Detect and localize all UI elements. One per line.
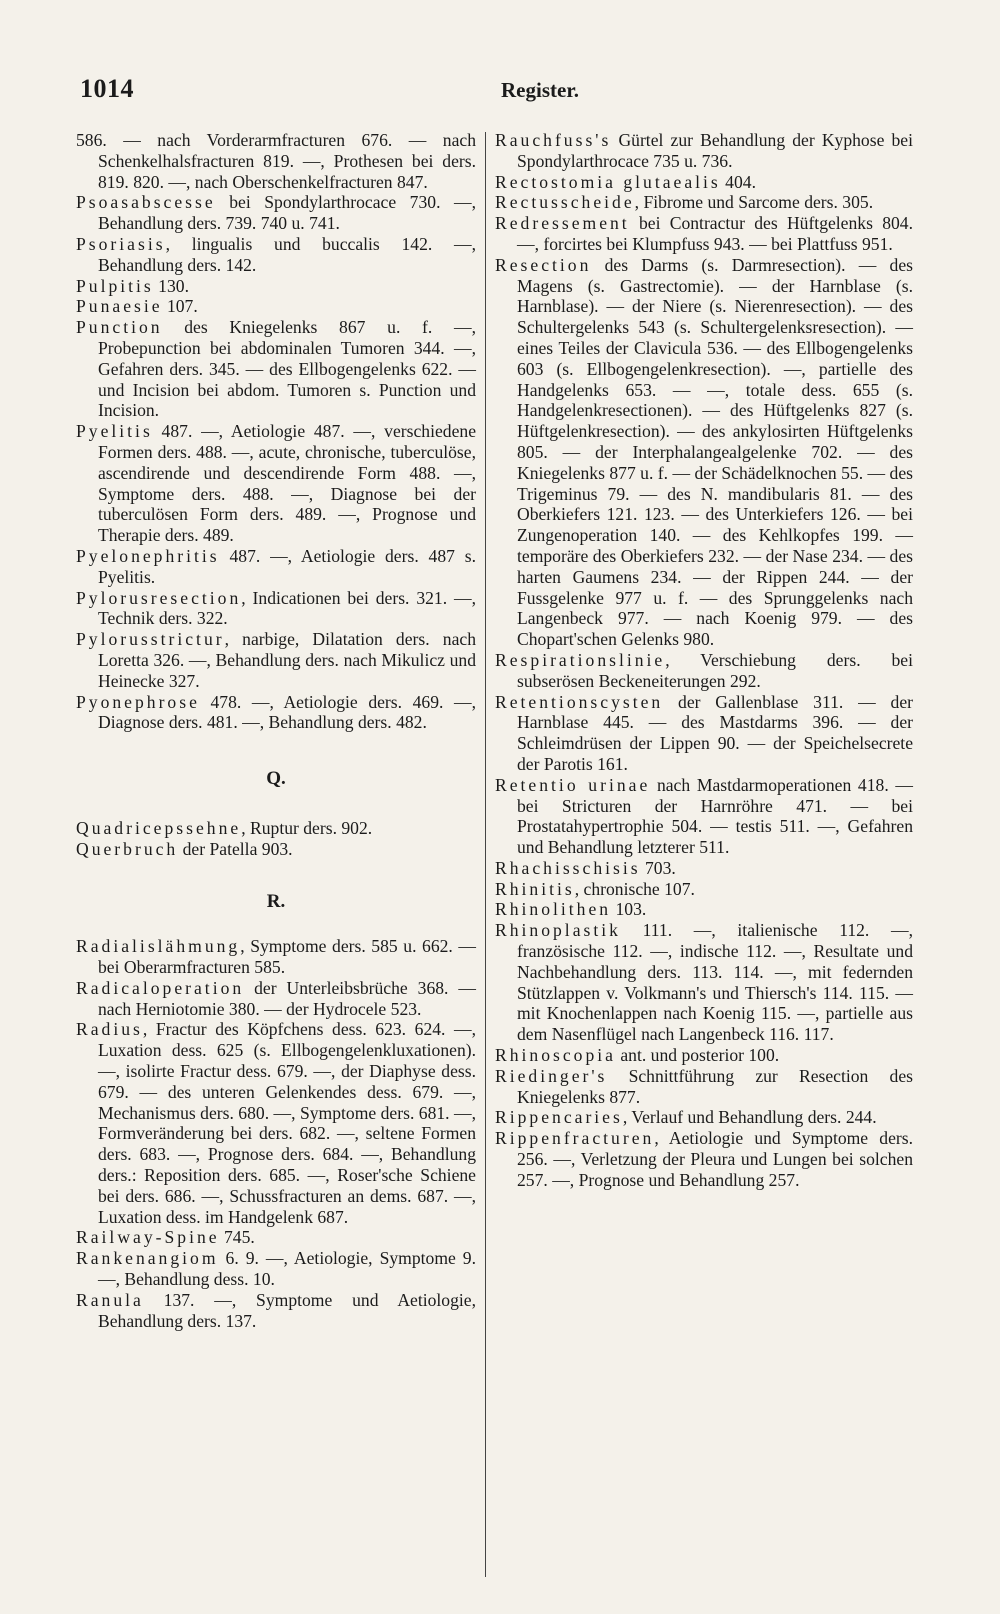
entry-headword: Psoasabscesse xyxy=(76,192,216,213)
entry-text: , Indicationen bei ders. 321. —, Technik ders. 322. xyxy=(98,587,476,629)
entry-headword: Radius xyxy=(76,1019,143,1040)
entry-text: 107. xyxy=(162,296,198,317)
entry-headword: Rippencaries xyxy=(495,1107,623,1128)
index-entry xyxy=(495,213,913,255)
entry-text: des Kniegelenks 867 u. f. —, Probepunction bei abdominalen Tumoren 344. —, Gefahren ders. 345. — des Ellbogengelenks 622. — und Incision bei abdom. Tumoren s. Punction und Incision. xyxy=(98,317,476,421)
entry-headword: Rhinoplastik xyxy=(495,920,621,941)
index-entry xyxy=(495,692,913,775)
entry-headword: Punaesie xyxy=(76,296,163,317)
entry-text: 703. xyxy=(640,857,676,878)
entry-text: 487. —, Aetiologie 487. —, verschiedene Formen ders. 488. —, acute, chronische, tuberculöse, ascendirende und descendirende Form 488. —, Symptome ders. 488. —, Diagnose bei der tuberculösen Form ders. 489. —, Prognose und Therapie ders. 489. xyxy=(98,421,476,546)
entry-headword: Resection xyxy=(495,254,592,275)
index-entry xyxy=(495,130,913,172)
index-entry xyxy=(495,1128,913,1190)
index-entry xyxy=(76,978,476,1020)
entry-headword: Psoriasis xyxy=(76,233,166,254)
entry-headword: Pylorusresection xyxy=(76,587,242,608)
index-entry xyxy=(76,1019,476,1227)
entry-headword: Riedinger's xyxy=(495,1065,608,1086)
section-letter-r: R. xyxy=(266,890,286,912)
entry-list-r xyxy=(76,936,476,1331)
entry-text: 103. xyxy=(611,899,647,920)
index-entry xyxy=(76,839,476,860)
page-header xyxy=(70,70,930,110)
index-entry xyxy=(495,1066,913,1108)
entry-text: , Ruptur ders. 902. xyxy=(241,817,373,838)
index-entry xyxy=(495,1107,913,1128)
entry-text: Schnittführung zur Resection des Kniegelenks 877. xyxy=(517,1065,913,1107)
entry-text: Gürtel zur Behandlung der Kyphose bei Spondylarthrocace 735 u. 736. xyxy=(517,130,913,171)
entry-text: des Darms (s. Darmresection). — des Magens (s. Gastrectomie). — der Harnblase (s. Harnblase). — der Niere (s. Nierenresection). — des Schultergelenks 543 (s. Schultergelenksresection). — eines Teiles der Clavicula 536. — des Ellbogengelenks 603 (s. Ellbogengelenkresection). —, partielle des Handgelenks 653. — —, totale dess. 655 (s. Handgelenkresectionen). — des Hüftgelenks 827 (s. Hüftgelenkresection). — des ankylosirten Hüftgelenks 805. — der Interphalangealgelenke 702. — des Kniegelenks 877 u. f. — der Schädelknochen 55. — des Trigeminus 79. — des N. mandibularis 81. — des Oberkiefers 121. 123. — des Unterkiefers 126. — bei Zungenoperation 140. — des Kehlkopfes 199. — temporäre des Oberkiefers 232. — der Nase 234. — des harten Gaumens 234. — der Rippen 244. — der Fussgelenke 977 u. f. — des Sprunggelenks nach Langenbeck 977. — nach Koenig 979. — des Chopart'schen Gelenks 980. xyxy=(517,254,913,650)
entry-text: , Symptome ders. 585 u. 662. — bei Oberarmfracturen 585. xyxy=(98,936,476,978)
entry-headword: Rhinoscopia xyxy=(495,1045,616,1066)
entry-headword: Rectusscheide xyxy=(495,192,635,213)
entry-text: nach Mastdarmoperationen 418. — bei Stricturen der Harnröhre 471. — bei Prostatahypertrophie 504. — testis 511. —, Gefahren und Behandlung letzterer 511. xyxy=(517,774,913,858)
entry-text: 478. —, Aetiologie ders. 469. —, Diagnose ders. 481. —, Behandlung ders. 482. xyxy=(98,691,476,733)
entry-text: 487. —, Aetiologie ders. 487 s. Pyelitis. xyxy=(98,545,476,587)
entry-text: , Aetiologie und Symptome ders. 256. —, Verletzung der Pleura und Lungen bei solchen 257. —, Prognose und Behandlung 257. xyxy=(517,1128,913,1190)
entry-text: 130. xyxy=(153,275,189,296)
entry-headword: Rippenfracturen xyxy=(495,1128,655,1149)
entry-headword: Rectostomia glutaealis xyxy=(495,171,721,192)
entry-text: , Fractur des Köpfchens dess. 623. 624. —, Luxation dess. 625 (s. Ellbogengelenkluxationen). —, isolirte Fractur dess. 679. —, der Diaphyse dess. 679. — des unteren Gelenkendes dess. 679. —, Mechanismus ders. 680. —, Symptome ders. 681. —, Formveränderung bei ders. 682. —, seltene Formen ders. 683. —, Prognose ders. 684. —, Behandlung ders.: Reposition ders. 685. —, Roser'sche Schiene bei ders. 686. —, Schussfracturen an dems. 687. —, Luxation dess. im Handgelenk 687. xyxy=(98,1019,476,1227)
index-entry xyxy=(76,276,476,297)
index-entry xyxy=(495,879,913,900)
entry-text: , narbige, Dilatation ders. nach Loretta 326. —, Behandlung ders. nach Mikulicz und Heinecke 327. xyxy=(98,629,476,691)
index-entry xyxy=(495,858,913,879)
entry-text: 586. — nach Vorderarmfracturen 676. — nach Schenkelhalsfracturen 819. —, Prothesen bei ders. 819. 820. —, nach Oberschenkelfracturen 847. xyxy=(76,130,476,192)
entry-headword: Quadricepssehne xyxy=(76,817,242,838)
entry-headword: Respirationslinie xyxy=(495,649,666,670)
column-divider xyxy=(485,132,486,1577)
entry-headword: Retentio urinae xyxy=(495,774,651,795)
entry-headword: Rhachisschisis xyxy=(495,857,641,878)
entry-headword: Pulpitis xyxy=(76,275,154,296)
entry-list xyxy=(76,130,476,733)
index-entry xyxy=(76,234,476,276)
entry-headword: Radicaloperation xyxy=(76,977,245,998)
index-entry xyxy=(76,1227,476,1248)
index-entry xyxy=(76,629,476,691)
index-entry xyxy=(76,296,476,317)
entry-text: bei Contractur des Hüftgelenks 804. —, forcirtes bei Klumpfuss 943. — bei Plattfuss 951. xyxy=(517,213,913,254)
running-head: Register. xyxy=(501,78,579,102)
index-entry xyxy=(495,899,913,920)
entry-text: 404. xyxy=(720,171,756,192)
entry-headword: Rhinitis xyxy=(495,878,575,899)
entry-headword: Pyonephrose xyxy=(76,691,200,712)
entry-headword: Radialislähmung xyxy=(76,936,241,957)
left-column xyxy=(76,130,476,1331)
entry-headword: Redressement xyxy=(495,213,630,234)
entry-headword: Rauchfuss's xyxy=(495,130,612,150)
entry-headword: Railway-Spine xyxy=(76,1227,220,1248)
index-entry xyxy=(495,172,913,193)
entry-headword: Ranula xyxy=(76,1289,144,1310)
index-entry xyxy=(495,650,913,692)
index-entry xyxy=(76,692,476,734)
entry-text: 111. —, italienische 112. —, französische 112. —, indische 112. —, Resultate und Nachbehandlung ders. 113. 114. —, mit federnden Stützlappen v. Volkmann's und Thiersch's 114. 115. — mit Knochenlappen nach Koenig 115. —, partielle aus dem Nasenflügel nach Langenbeck 116. 117. xyxy=(517,920,913,1045)
entry-text: , Verlauf und Behandlung ders. 244. xyxy=(622,1107,877,1128)
index-entry xyxy=(76,818,476,839)
page-number: 1014 xyxy=(80,74,134,103)
entry-text: der Patella 903. xyxy=(178,838,293,859)
section-letter-q: Q. xyxy=(266,768,286,790)
entry-text: 137. —, Symptome und Aetiologie, Behandlung ders. 137. xyxy=(98,1289,476,1331)
entry-headword: Rankenangiom xyxy=(76,1248,219,1269)
entry-headword: Retentionscysten xyxy=(495,691,664,712)
entry-headword: Rhinolithen xyxy=(495,899,612,920)
entry-headword: Pylorusstrictur xyxy=(76,629,225,650)
index-entry xyxy=(76,130,476,192)
entry-headword: Pyelonephritis xyxy=(76,545,220,566)
index-entry xyxy=(495,255,913,650)
right-column xyxy=(495,130,913,1191)
index-entry xyxy=(76,1290,476,1332)
entry-text: der Unterleibsbrüche 368. — nach Herniotomie 380. — der Hydrocele 523. xyxy=(98,977,476,1019)
index-entry xyxy=(76,546,476,588)
index-entry xyxy=(76,1248,476,1290)
index-entry xyxy=(76,317,476,421)
entry-list xyxy=(495,130,913,1191)
index-entry xyxy=(495,1045,913,1066)
entry-text: , chronische 107. xyxy=(574,878,695,899)
entry-list-q xyxy=(76,818,476,860)
entry-text: , lingualis und buccalis 142. —, Behandlung ders. 142. xyxy=(98,233,476,275)
index-entry xyxy=(76,588,476,630)
index-entry xyxy=(495,920,913,1045)
entry-text: der Gallenblase 311. — der Harnblase 445. — des Mastdarms 396. — der Schleimdrüsen der Lippen 90. — der Speichelsecrete der Parotis 161. xyxy=(517,691,913,774)
entry-text: 6. 9. —, Aetiologie, Symptome 9. —, Behandlung dess. 10. xyxy=(98,1248,476,1290)
entry-text: 745. xyxy=(219,1227,255,1248)
entry-text: , Verschiebung ders. bei subserösen Beckeneiterungen 292. xyxy=(517,649,913,691)
index-entry xyxy=(495,775,913,858)
index-entry xyxy=(76,936,476,978)
entry-text: bei Spondylarthrocace 730. —, Behandlung ders. 739. 740 u. 741. xyxy=(98,192,476,234)
entry-text: ant. und posterior 100. xyxy=(615,1045,780,1066)
entry-headword: Querbruch xyxy=(76,838,179,859)
entry-headword: Pyelitis xyxy=(76,421,153,442)
index-entry xyxy=(76,421,476,546)
index-entry xyxy=(76,192,476,234)
entry-text: , Fibrome und Sarcome ders. 305. xyxy=(634,192,874,213)
index-entry xyxy=(495,192,913,213)
entry-headword: Punction xyxy=(76,317,163,338)
